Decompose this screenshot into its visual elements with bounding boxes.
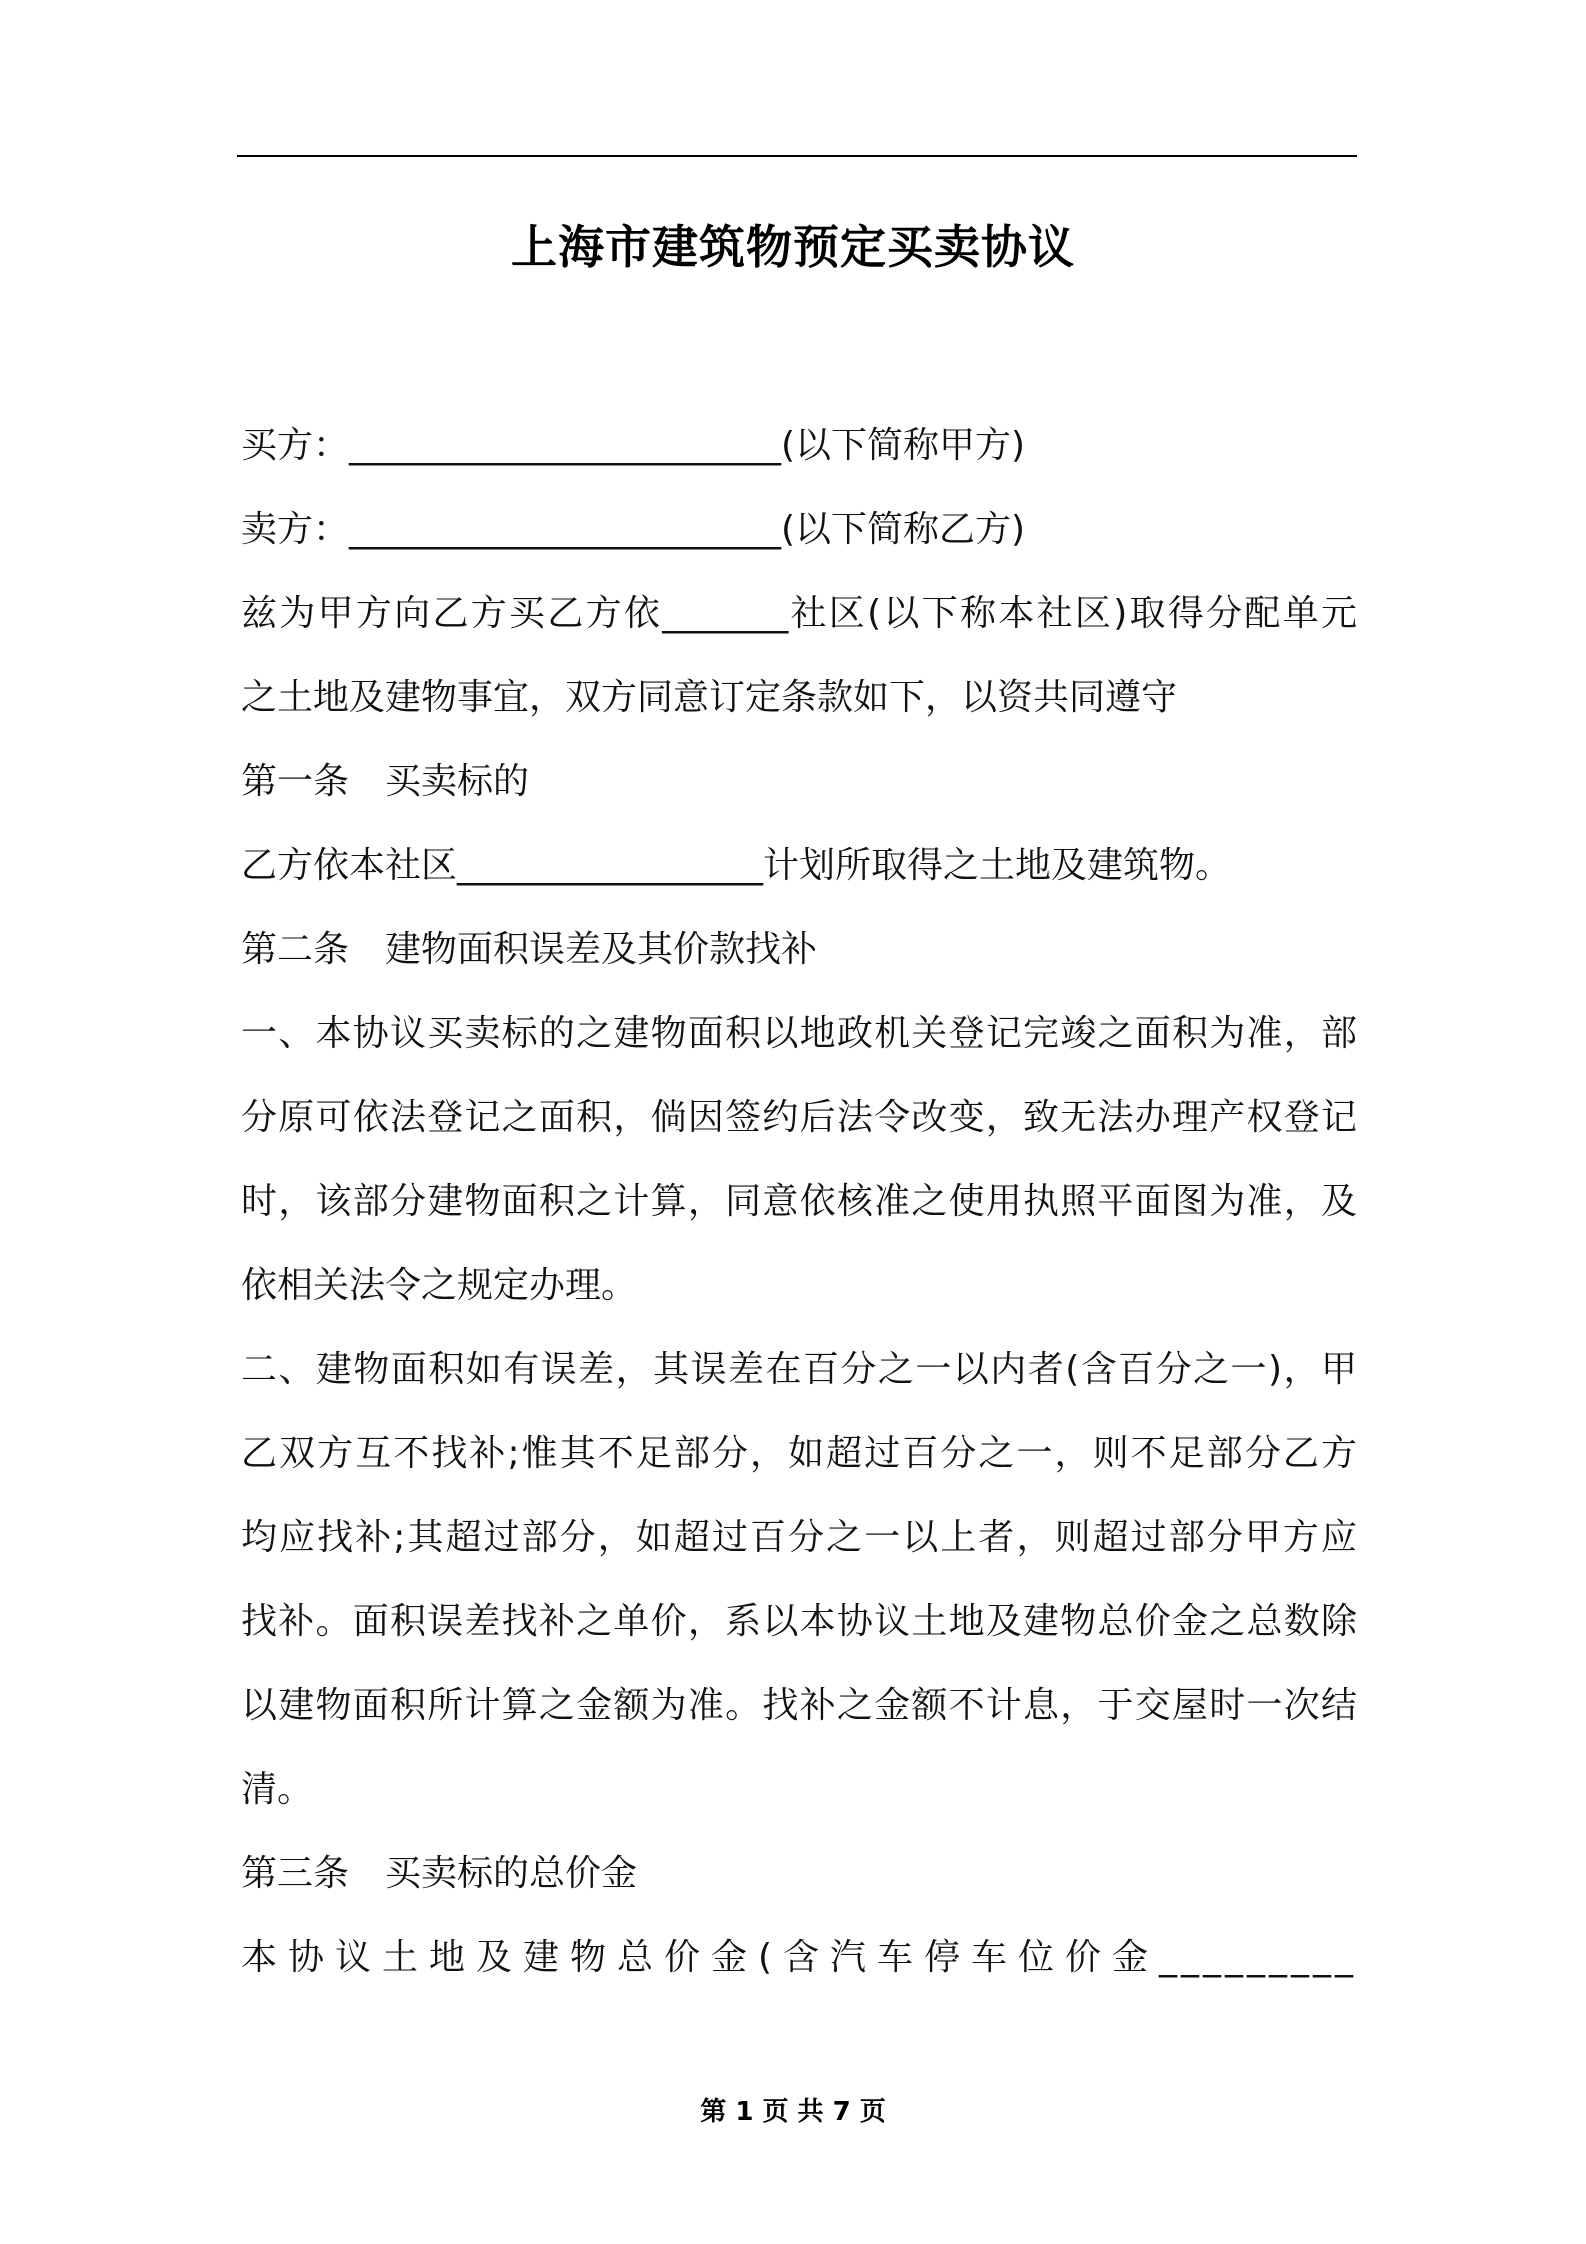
paragraph-line: 分原可依法登记之面积，倘因签约后法令改变，致无法办理产权登记 [241, 1097, 1357, 1138]
paragraph-line: 二、建物面积如有误差，其误差在百分之一以内者(含百分之一)，甲 [241, 1349, 1357, 1390]
document-title: 上海市建筑物预定买卖协议 [511, 220, 1075, 274]
paragraph-line: 乙双方互不找补;惟其不足部分，如超过百分之一，则不足部分乙方 [241, 1433, 1357, 1474]
paragraph-line: 本协议土地及建物总价金(含汽车停车位价金_________ [241, 1937, 1357, 1978]
preamble-line: 兹为甲方向乙方买乙方依_______社区(以下称本社区)取得分配单元 [241, 593, 1357, 634]
article-heading: 第三条 买卖标的总价金 [241, 1853, 638, 1894]
paragraph-line: 找补。面积误差找补之单价，系以本协议土地及建物总价金之总数除 [241, 1601, 1357, 1642]
paragraph-line: 均应找补;其超过部分，如超过百分之一以上者，则超过部分甲方应 [241, 1517, 1357, 1558]
paragraph-line: 清。 [241, 1769, 314, 1810]
article-heading: 第一条 买卖标的 [241, 761, 530, 802]
header-rule [237, 155, 1357, 157]
paragraph-line: 以建物面积所计算之金额为准。找补之金额不计息，于交屋时一次结 [241, 1685, 1357, 1726]
seller-line: 卖方：________________________(以下简称乙方) [241, 509, 1026, 550]
paragraph-line: 时，该部分建物面积之计算，同意依核准之使用执照平面图为准，及 [241, 1181, 1357, 1222]
paragraph-line: 一、本协议买卖标的之建物面积以地政机关登记完竣之面积为准，部 [241, 1013, 1357, 1054]
page-number: 第 1 页 共 7 页 [700, 2097, 886, 2127]
article-heading: 第二条 建物面积误差及其价款找补 [241, 929, 818, 970]
buyer-line: 买方：________________________(以下简称甲方) [241, 425, 1026, 466]
preamble-line: 之土地及建物事宜，双方同意订定条款如下，以资共同遵守 [241, 677, 1178, 718]
paragraph-line: 依相关法令之规定办理。 [241, 1265, 638, 1306]
document-body [241, 404, 1357, 2000]
paragraph-line: 乙方依本社区_________________计划所取得之土地及建筑物。 [241, 845, 1232, 886]
